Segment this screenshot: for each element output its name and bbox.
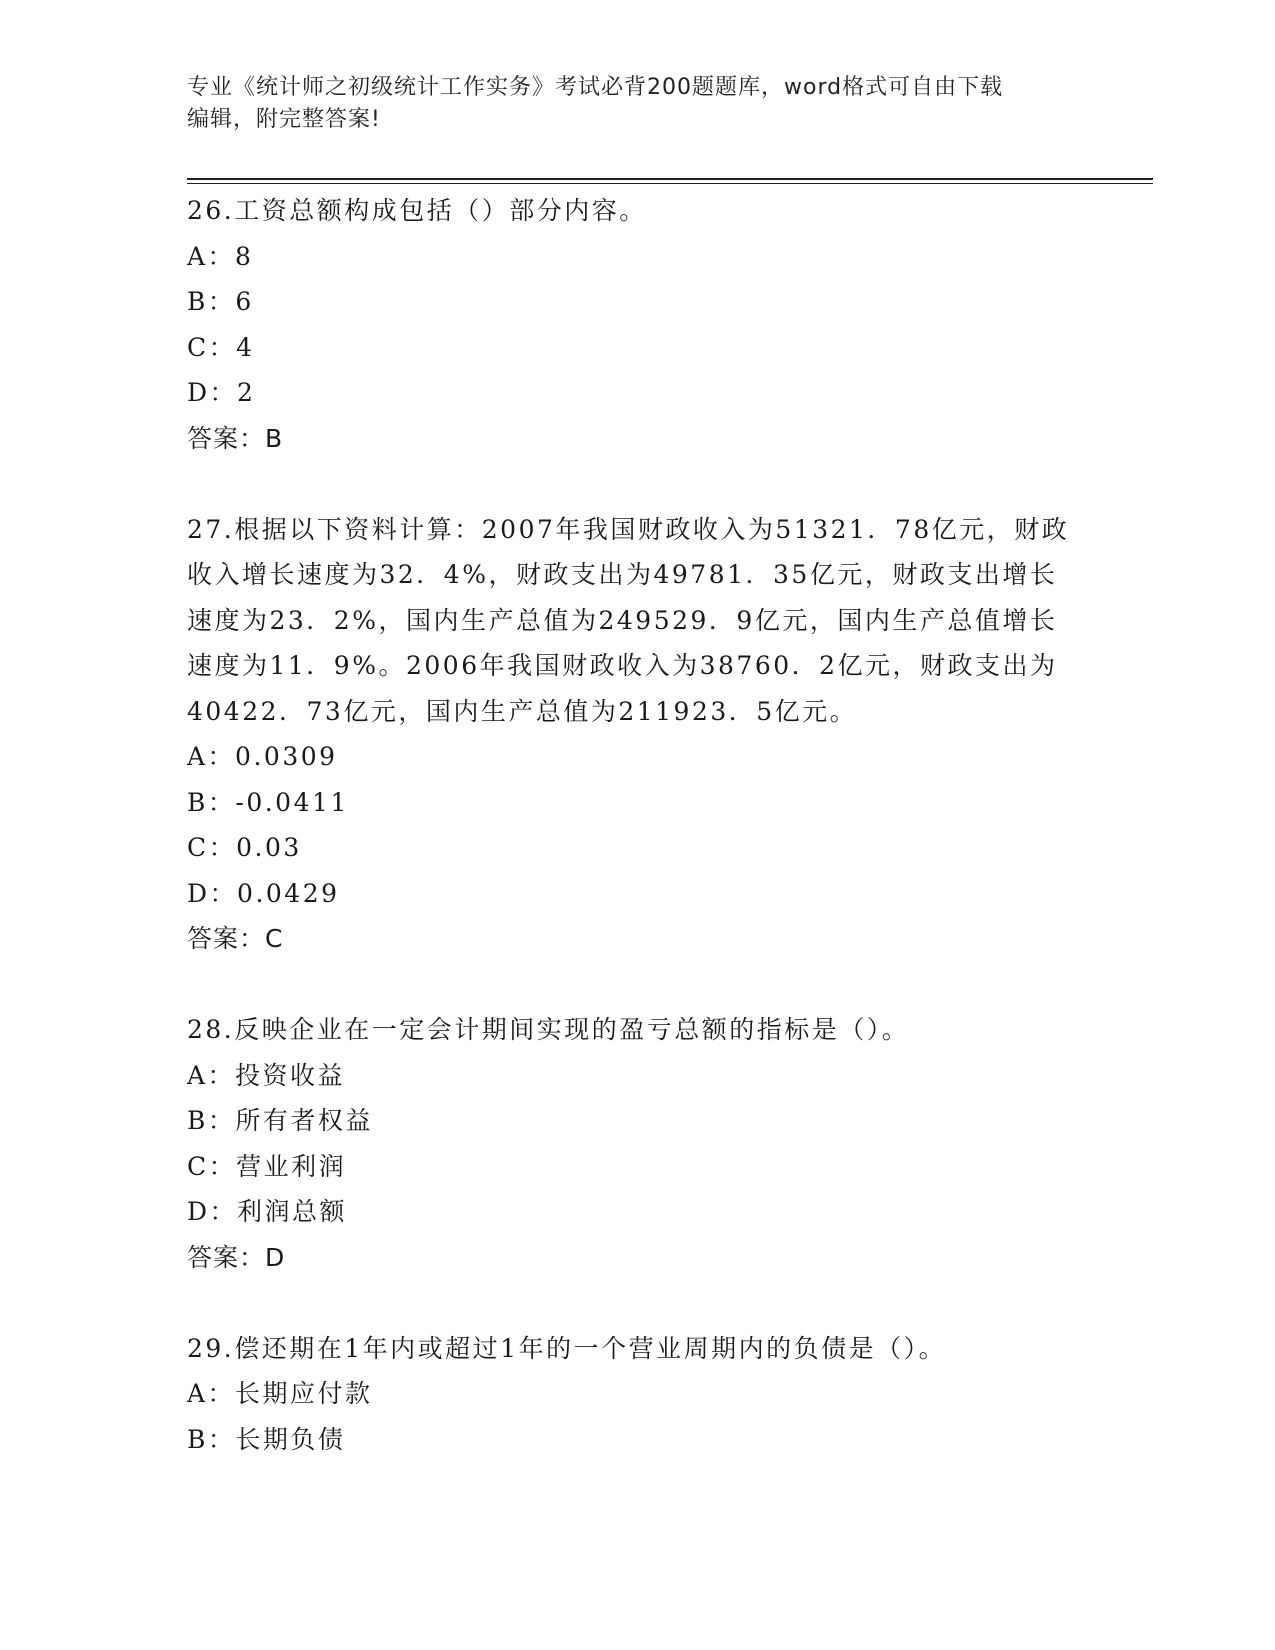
- question-stem-line: 40422．73亿元，国内生产总值为211923．5亿元。: [187, 696, 858, 726]
- option-c: C：0.03: [187, 833, 302, 862]
- option-a: A：长期应付款: [187, 1379, 373, 1408]
- option-d: D：0.0429: [187, 878, 340, 908]
- option-d: D：2: [187, 378, 256, 407]
- option-d: D：利润总额: [187, 1197, 348, 1226]
- question-stem-line: 收入增长速度为32．4%，财政支出为49781．35亿元，财政支出增长: [187, 560, 1058, 589]
- question-list: [187, 188, 1087, 1462]
- spacer: [187, 962, 1087, 1008]
- answer-line: 答案：D: [187, 1242, 286, 1272]
- question-29: [187, 1326, 1087, 1463]
- spacer: [187, 461, 1087, 507]
- question-27: [187, 507, 1087, 962]
- question-stem-line: 27.根据以下资料计算：2007年我国财政收入为51321．78亿元，财政: [187, 514, 1070, 544]
- answer-line: 答案：B: [187, 423, 284, 453]
- option-b: B：6: [187, 287, 254, 316]
- document-header: [187, 72, 1067, 136]
- question-stem-line: 速度为23．2%，国内生产总值为249529．9亿元，国内生产总值增长: [187, 605, 1058, 635]
- header-line-2: 编辑，附完整答案!: [187, 107, 381, 132]
- option-b: B：-0.0411: [187, 787, 349, 817]
- option-c: C：营业利润: [187, 1151, 347, 1181]
- header-divider-thin: [187, 183, 1153, 184]
- option-c: C：4: [187, 332, 255, 362]
- option-b: B：所有者权益: [187, 1106, 373, 1135]
- question-stem: 28.反映企业在一定会计期间实现的盈亏总额的指标是（）。: [187, 1015, 910, 1044]
- header-divider-thick: [187, 178, 1153, 180]
- option-a: A：0.0309: [187, 742, 338, 771]
- question-26: [187, 188, 1087, 461]
- option-b: B：长期负债: [187, 1424, 346, 1454]
- question-stem: 26.工资总额构成包括（）部分内容。: [187, 196, 647, 225]
- question-28: [187, 1007, 1087, 1280]
- header-line-1: 专业《统计师之初级统计工作实务》考试必背200题题库，word格式可自由下载: [187, 75, 1004, 100]
- question-stem: 29.偿还期在1年内或超过1年的一个营业周期内的负债是（）。: [187, 1333, 947, 1363]
- option-a: A：8: [187, 241, 254, 271]
- option-a: A：投资收益: [187, 1060, 346, 1090]
- answer-line: 答案：C: [187, 924, 284, 953]
- spacer: [187, 1280, 1087, 1326]
- question-stem-line: 速度为11．9%。2006年我国财政收入为38760．2亿元，财政支出为: [187, 651, 1058, 680]
